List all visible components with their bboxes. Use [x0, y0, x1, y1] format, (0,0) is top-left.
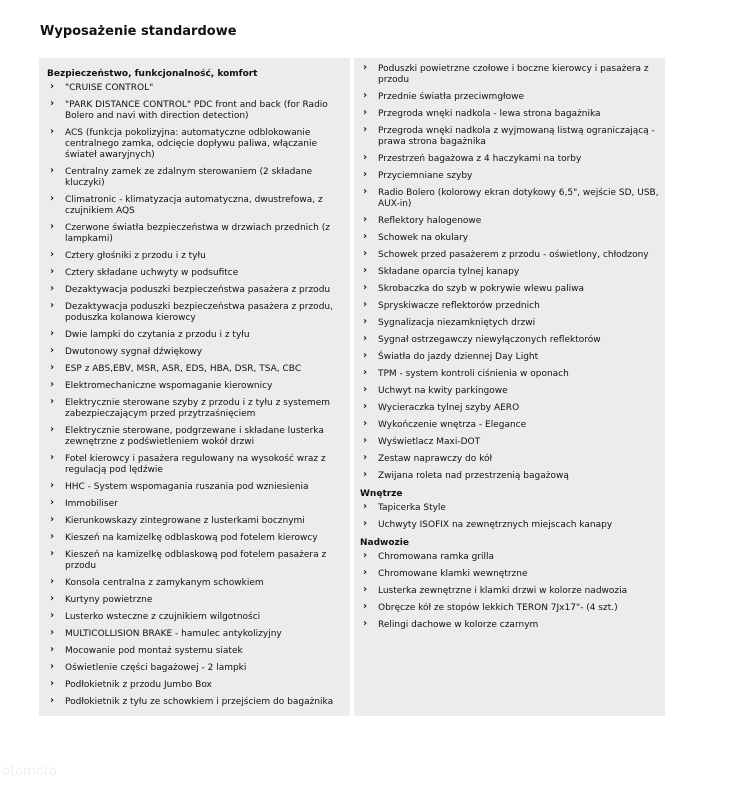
list-item	[47, 83, 344, 94]
list-item-label: Elektrycznie sterowane szyby z przodu i z tyłu z systemem zabezpieczającym przed przytrzaśnięciem	[65, 398, 331, 419]
chevron-right-icon: ›	[50, 593, 55, 604]
list-item-label: Mocowanie pod montaż systemu siatek	[65, 646, 243, 656]
list-item-label: Schowek przed pasażerem z przodu - oświetlony, chłodzony	[378, 250, 649, 260]
list-item	[47, 302, 344, 324]
list-item	[47, 578, 344, 589]
list-item-label: Kieszeń na kamizelkę odblaskową pod fotelem kierowcy	[65, 533, 318, 543]
list-item	[360, 586, 659, 597]
list-item-label: Spryskiwacze reflektorów przednich	[378, 301, 540, 311]
left-column	[39, 58, 350, 716]
chevron-right-icon: ›	[363, 567, 368, 578]
section-heading-interior: Wnętrze	[360, 489, 403, 499]
list-item-label: Zwijana roleta nad przestrzenią bagażową	[378, 471, 569, 481]
list-item-label: Chromowana ramka grilla	[378, 552, 495, 562]
chevron-right-icon: ›	[363, 584, 368, 595]
list-item-label: Fotel kierowcy i pasażera regulowany na wysokość wraz z regulacją pod lędźwie	[65, 454, 326, 475]
list-item-label: Lusterka zewnętrzne i klamki drzwi w kolorze nadwozia	[378, 586, 628, 596]
chevron-right-icon: ›	[363, 186, 368, 197]
chevron-right-icon: ›	[50, 283, 55, 294]
chevron-right-icon: ›	[363, 550, 368, 561]
list-item	[47, 612, 344, 623]
list-item-label: ESP z ABS,EBV, MSR, ASR, EDS, HBA, DSR, TSA, CBC	[65, 364, 302, 374]
list-item	[47, 663, 344, 674]
list-item-label: HHC - System wspomagania ruszania pod wzniesienia	[65, 482, 309, 492]
chevron-right-icon: ›	[50, 193, 55, 204]
list-item-label: Zestaw naprawczy do kół	[378, 454, 493, 464]
list-item-label: Schowek na okulary	[378, 233, 469, 243]
list-item	[47, 516, 344, 527]
list-item-label: Przegroda wnęki nadkola z wyjmowaną listwą ograniczającą - prawa strona bagażnika	[378, 126, 655, 147]
list-item-label: Reflektory halogenowe	[378, 216, 482, 226]
list-item	[360, 109, 659, 120]
list-item-label: Tapicerka Style	[378, 503, 446, 513]
chevron-right-icon: ›	[363, 452, 368, 463]
chevron-right-icon: ›	[363, 435, 368, 446]
list-item-label: Kieszeń na kamizelkę odblaskową pod fotelem pasażera z przodu	[65, 550, 327, 571]
list-item	[360, 92, 659, 103]
list-item	[47, 251, 344, 262]
list-item	[47, 364, 344, 375]
list-item-label: Elektrycznie sterowane, podgrzewane i składane lusterka zewnętrzne z podświetleniem wokół drzwi	[65, 426, 324, 447]
list-item	[360, 520, 659, 531]
list-item-label: "PARK DISTANCE CONTROL" PDC front and back (for Radio Bolero and navi with direction detection)	[65, 100, 328, 121]
right-column	[354, 58, 665, 716]
safety-list-continued	[360, 64, 659, 482]
list-item	[360, 301, 659, 312]
chevron-right-icon: ›	[363, 248, 368, 259]
list-item-label: Dezaktywacja poduszki bezpieczeństwa pasażera z przodu, poduszka kolanowa kierowcy	[65, 302, 333, 323]
equipment-panel	[39, 58, 665, 716]
chevron-right-icon: ›	[50, 81, 55, 92]
list-item-label: Radio Bolero (kolorowy ekran dotykowy 6,5", wejście SD, USB, AUX-in)	[378, 188, 659, 209]
list-item-label: Podłokietnik z przodu Jumbo Box	[65, 680, 212, 690]
list-item	[360, 603, 659, 614]
list-item	[47, 426, 344, 448]
list-item	[47, 268, 344, 279]
chevron-right-icon: ›	[363, 384, 368, 395]
list-item-label: Uchwyty ISOFIX na zewnętrznych miejscach kanapy	[378, 520, 613, 530]
list-item	[360, 420, 659, 431]
chevron-right-icon: ›	[50, 328, 55, 339]
chevron-right-icon: ›	[363, 282, 368, 293]
list-item-label: MULTICOLLISION BRAKE - hamulec antykolizyjny	[65, 629, 282, 639]
list-item-label: Czerwone światła bezpieczeństwa w drzwiach przednich (z lampkami)	[65, 223, 330, 244]
chevron-right-icon: ›	[363, 316, 368, 327]
list-item-label: Climatronic - klimatyzacja automatyczna, dwustrefowa, z czujnikiem AQS	[65, 195, 323, 216]
watermark-logo: otomoto	[2, 764, 57, 779]
chevron-right-icon: ›	[50, 480, 55, 491]
list-item	[360, 126, 659, 148]
list-item	[47, 680, 344, 691]
list-item	[360, 503, 659, 514]
chevron-right-icon: ›	[363, 107, 368, 118]
chevron-right-icon: ›	[50, 379, 55, 390]
list-item-label: Wyświetlacz Maxi-DOT	[378, 437, 481, 447]
list-item	[360, 318, 659, 329]
list-item-label: Cztery składane uchwyty w podsufitce	[65, 268, 239, 278]
chevron-right-icon: ›	[363, 152, 368, 163]
list-item-label: TPM - system kontroli ciśnienia w oponach	[378, 369, 569, 379]
list-item-label: Chromowane klamki wewnętrzne	[378, 569, 528, 579]
list-item	[47, 285, 344, 296]
list-item-label: Elektromechaniczne wspomaganie kierownicy	[65, 381, 273, 391]
list-item	[360, 250, 659, 261]
list-item	[47, 454, 344, 476]
chevron-right-icon: ›	[363, 601, 368, 612]
list-item	[360, 437, 659, 448]
list-item-label: Cztery głośniki z przodu i z tyłu	[65, 251, 206, 261]
chevron-right-icon: ›	[50, 548, 55, 559]
list-item	[360, 154, 659, 165]
list-item	[47, 398, 344, 420]
list-item	[47, 595, 344, 606]
list-item	[360, 64, 659, 86]
list-item-label: Wykończenie wnętrza - Elegance	[378, 420, 527, 430]
list-item	[360, 403, 659, 414]
chevron-right-icon: ›	[363, 333, 368, 344]
list-item	[47, 223, 344, 245]
list-item-label: Podłokietnik z tyłu ze schowkiem i przejściem do bagażnika	[65, 697, 334, 707]
body-list	[360, 552, 659, 631]
chevron-right-icon: ›	[50, 497, 55, 508]
chevron-right-icon: ›	[363, 418, 368, 429]
list-item	[360, 335, 659, 346]
list-item	[360, 369, 659, 380]
chevron-right-icon: ›	[50, 362, 55, 373]
list-item-label: Przestrzeń bagażowa z 4 haczykami na torby	[378, 154, 582, 164]
interior-list	[360, 503, 659, 531]
chevron-right-icon: ›	[363, 367, 368, 378]
list-item	[47, 629, 344, 640]
list-item-label: Konsola centralna z zamykanym schowkiem	[65, 578, 264, 588]
list-item	[360, 454, 659, 465]
list-item-label: Uchwyt na kwity parkingowe	[378, 386, 508, 396]
list-item	[47, 347, 344, 358]
list-item	[360, 216, 659, 227]
chevron-right-icon: ›	[50, 165, 55, 176]
chevron-right-icon: ›	[50, 266, 55, 277]
list-item-label: Sygnał ostrzegawczy niewyłączonych reflektorów	[378, 335, 601, 345]
chevron-right-icon: ›	[50, 610, 55, 621]
list-item-label: Poduszki powietrzne czołowe i boczne kierowcy i pasażera z przodu	[378, 64, 649, 85]
chevron-right-icon: ›	[50, 531, 55, 542]
chevron-right-icon: ›	[50, 300, 55, 311]
list-item	[47, 482, 344, 493]
chevron-right-icon: ›	[50, 424, 55, 435]
list-item	[360, 352, 659, 363]
list-item	[360, 267, 659, 278]
list-item	[47, 550, 344, 572]
list-item	[360, 620, 659, 631]
list-item-label: Dwie lampki do czytania z przodu i z tyłu	[65, 330, 250, 340]
chevron-right-icon: ›	[50, 627, 55, 638]
list-item-label: Dwutonowy sygnał dźwiękowy	[65, 347, 203, 357]
list-item-label: "CRUISE CONTROL"	[65, 83, 154, 93]
list-item	[47, 195, 344, 217]
chevron-right-icon: ›	[50, 576, 55, 587]
list-item	[47, 533, 344, 544]
chevron-right-icon: ›	[363, 618, 368, 629]
list-item	[47, 499, 344, 510]
list-item-label: Obręcze kół ze stopów lekkich TERON 7Jx17"- (4 szt.)	[378, 603, 618, 613]
list-item	[47, 128, 344, 161]
list-item-label: Kurtyny powietrzne	[65, 595, 153, 605]
chevron-right-icon: ›	[50, 452, 55, 463]
list-item	[360, 569, 659, 580]
chevron-right-icon: ›	[363, 299, 368, 310]
chevron-right-icon: ›	[50, 98, 55, 109]
page-title: Wyposażenie standardowe	[40, 24, 237, 39]
list-item-label: Centralny zamek ze zdalnym sterowaniem (2 składane kluczyki)	[65, 167, 313, 188]
chevron-right-icon: ›	[363, 90, 368, 101]
chevron-right-icon: ›	[363, 169, 368, 180]
list-item	[47, 330, 344, 341]
safety-list	[47, 83, 344, 708]
list-item-label: Lusterko wsteczne z czujnikiem wilgotności	[65, 612, 261, 622]
list-item	[360, 233, 659, 244]
list-item	[360, 552, 659, 563]
list-item-label: Składane oparcia tylnej kanapy	[378, 267, 520, 277]
chevron-right-icon: ›	[50, 249, 55, 260]
chevron-right-icon: ›	[50, 644, 55, 655]
chevron-right-icon: ›	[363, 124, 368, 135]
list-item	[47, 100, 344, 122]
chevron-right-icon: ›	[363, 469, 368, 480]
list-item-label: Sygnalizacja niezamkniętych drzwi	[378, 318, 536, 328]
list-item-label: Dezaktywacja poduszki bezpieczeństwa pasażera z przodu	[65, 285, 331, 295]
chevron-right-icon: ›	[50, 221, 55, 232]
list-item	[47, 697, 344, 708]
list-item	[360, 188, 659, 210]
chevron-right-icon: ›	[50, 678, 55, 689]
list-item-label: Kierunkowskazy zintegrowane z lusterkami bocznymi	[65, 516, 305, 526]
chevron-right-icon: ›	[363, 62, 368, 73]
list-item-label: Oświetlenie części bagażowej - 2 lampki	[65, 663, 247, 673]
chevron-right-icon: ›	[363, 501, 368, 512]
list-item-label: Przegroda wnęki nadkola - lewa strona bagażnika	[378, 109, 601, 119]
list-item	[360, 471, 659, 482]
chevron-right-icon: ›	[50, 695, 55, 706]
chevron-right-icon: ›	[50, 661, 55, 672]
chevron-right-icon: ›	[363, 214, 368, 225]
chevron-right-icon: ›	[50, 345, 55, 356]
list-item-label: Relingi dachowe w kolorze czarnym	[378, 620, 539, 630]
list-item	[360, 284, 659, 295]
list-item	[360, 386, 659, 397]
list-item	[47, 646, 344, 657]
list-item-label: Przednie światła przeciwmgłowe	[378, 92, 524, 102]
chevron-right-icon: ›	[363, 350, 368, 361]
list-item	[47, 167, 344, 189]
chevron-right-icon: ›	[363, 518, 368, 529]
section-heading-body: Nadwozie	[360, 538, 409, 548]
list-item-label: ACS (funkcja pokolizyjna: automatyczne odblokowanie centralnego zamka, odcięcie dopływu paliwa, włączanie świateł awaryjnych)	[65, 128, 318, 160]
chevron-right-icon: ›	[50, 126, 55, 137]
section-heading-safety: Bezpieczeństwo, funkcjonalność, komfort	[47, 69, 258, 79]
list-item	[360, 171, 659, 182]
list-item-label: Wycieraczka tylnej szyby AERO	[378, 403, 520, 413]
chevron-right-icon: ›	[363, 265, 368, 276]
list-item	[47, 381, 344, 392]
chevron-right-icon: ›	[363, 231, 368, 242]
chevron-right-icon: ›	[50, 514, 55, 525]
list-item-label: Przyciemniane szyby	[378, 171, 473, 181]
list-item-label: Światła do jazdy dziennej Day Light	[378, 352, 539, 362]
list-item-label: Skrobaczka do szyb w pokrywie wlewu paliwa	[378, 284, 585, 294]
list-item-label: Immobiliser	[65, 499, 118, 509]
chevron-right-icon: ›	[363, 401, 368, 412]
chevron-right-icon: ›	[50, 396, 55, 407]
